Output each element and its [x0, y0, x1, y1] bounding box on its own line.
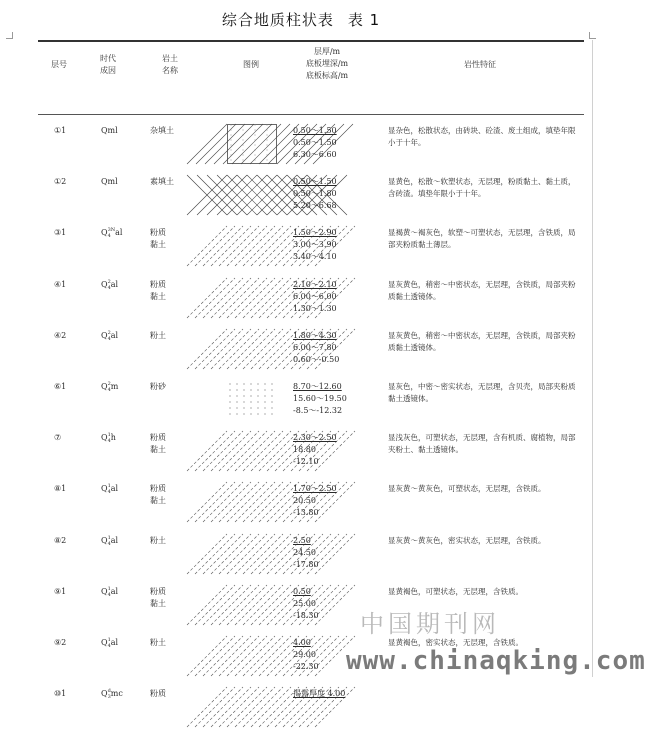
age-genesis: Q 2 4 al: [101, 329, 119, 342]
age-genesis: Q 1 4 h: [101, 432, 116, 445]
bottom-depth: 24.50: [293, 547, 316, 557]
rock-name: 粉质: [150, 689, 166, 699]
rock-name: 粉砂: [150, 382, 166, 391]
layer-thickness: 0.50～1.50: [293, 177, 337, 187]
layer-number: ①2: [54, 177, 67, 187]
table-row: [38, 376, 584, 427]
legend-pattern: [227, 687, 277, 727]
age-genesis: Qml: [101, 177, 118, 187]
layer-number: ⑦: [54, 433, 62, 443]
layer-number: ⑩1: [54, 689, 67, 699]
watermark-en: www.chinaqking.com: [346, 646, 646, 676]
bottom-elevation: 5.20～6.68: [293, 201, 337, 211]
layer-thickness: 揭露厚度 4.00: [293, 689, 346, 699]
age-genesis: Q 2 4 m: [101, 381, 119, 393]
crop-mark-right: [589, 32, 596, 39]
layer-thickness: 2.30～2.50: [293, 433, 337, 443]
layer-thickness: 1.50～2.90: [293, 228, 337, 238]
bottom-depth: 29.00: [293, 650, 316, 659]
bottom-depth: 0.50～1.50: [293, 138, 337, 147]
bottom-depth: 6.00～6.00: [293, 291, 337, 301]
table-row: [38, 478, 584, 529]
bottom-elevation: 3.40～4.10: [293, 252, 337, 262]
table-row: [38, 222, 584, 273]
legend-pattern: [227, 431, 277, 471]
header-layer: 层号: [51, 60, 67, 69]
header-legend: 图例: [243, 60, 259, 69]
lithology-description: 显黄色，松散～软塑状态，无层理，粉质黏土、黏土质，含砖渣。填垫年限小于十年。: [388, 177, 576, 199]
header-depth-line3: 底板标高/m: [305, 71, 349, 80]
rock-name: 粉土: [150, 535, 166, 545]
depth-values: [293, 279, 337, 315]
age-genesis: Q 1 4 al: [101, 483, 119, 496]
bottom-elevation: -12.10: [293, 457, 319, 467]
strata-table: [38, 40, 584, 701]
bottom-elevation: -13.80: [293, 508, 319, 518]
bottom-elevation: 6.30～6.60: [293, 150, 337, 159]
table-header-rule: [38, 114, 584, 115]
legend-pattern: [227, 175, 277, 215]
legend-pattern: [227, 482, 277, 522]
bottom-elevation: -18.30: [293, 610, 319, 620]
table-row: [38, 120, 584, 171]
depth-values: [293, 125, 337, 161]
legend-pattern: [227, 636, 277, 676]
layer-number: ④2: [54, 330, 67, 340]
lithology-description: 显黄褐色，密实状态，无层理，含铁质。: [388, 638, 523, 647]
depth-values: [293, 227, 337, 263]
rock-name: 粉质 黏土: [150, 228, 166, 250]
depth-values: [293, 637, 319, 673]
layer-thickness: 8.70～12.60: [293, 382, 342, 391]
age-genesis: Q 3N 4 al: [101, 227, 123, 240]
bottom-elevation: -22.30: [293, 662, 319, 671]
legend-pattern: [227, 585, 277, 625]
rock-name: 粉土: [150, 330, 166, 340]
rock-name: 素填土: [150, 177, 174, 187]
watermark-cn: 中国期刊网: [360, 610, 500, 638]
age-genesis: Q 2 4 al: [101, 278, 119, 291]
page-edge-rule: [592, 40, 593, 677]
table-header: [38, 42, 584, 114]
layer-number: ⑧1: [54, 484, 67, 494]
rock-name: 粉质 黏土: [150, 586, 166, 608]
legend-pattern: [227, 278, 277, 318]
age-genesis: Q 1 4 al: [101, 585, 119, 598]
legend-pattern: [227, 124, 277, 164]
table-row: [38, 581, 584, 632]
page-title: 综合地质柱状表 表 1: [221, 11, 381, 29]
rock-name: 杂填土: [150, 126, 174, 135]
header-rock: [150, 53, 190, 77]
depth-values: [293, 586, 319, 622]
header-depth: [289, 46, 365, 82]
rock-name: 粉质 黏土: [150, 433, 166, 455]
header-desc: 岩性特征: [464, 60, 496, 69]
bottom-depth: 25.00: [293, 598, 316, 608]
table-row: [38, 427, 584, 478]
layer-number: ④1: [54, 279, 67, 289]
lithology-description: 显灰黄色，稍密～中密状态，无层理，含铁质，局部夹粉质黏土透镜体。: [388, 279, 576, 301]
layer-number: ⑨1: [54, 586, 67, 596]
lithology-description: 显灰黄～黄灰色，可塑状态，无层理，含铁质。: [388, 484, 546, 494]
bottom-elevation: -8.5～-12.32: [293, 406, 343, 415]
layer-number: ①1: [54, 126, 67, 135]
table-row: [38, 325, 584, 376]
layer-thickness: 0.50: [293, 586, 311, 596]
lithology-description: 显黄褐色，可塑状态，无层理，含铁质。: [388, 586, 523, 596]
bottom-depth: 20.50: [293, 496, 316, 506]
header-age-line1: 时代: [100, 54, 116, 63]
depth-values: [293, 330, 339, 366]
lithology-description: 显褐黄～褐灰色，软塑～可塑状态，无层理，含铁质，局部夹粉质黏土薄层。: [388, 228, 576, 250]
layer-number: ⑧2: [54, 535, 67, 545]
depth-values: [293, 688, 345, 700]
bottom-elevation: 0.60～-0.50: [293, 354, 340, 364]
legend-pattern: [227, 380, 277, 420]
rock-name: 粉质 黏土: [150, 484, 166, 506]
bottom-elevation: -17.80: [293, 559, 319, 569]
depth-values: [293, 432, 337, 468]
depth-values: [293, 483, 337, 519]
age-genesis: Q 1 4 al: [101, 534, 119, 547]
bottom-depth: 0.50～1.80: [293, 189, 337, 199]
layer-number: ③1: [54, 228, 67, 238]
bottom-depth: 3.00～3.90: [293, 240, 337, 250]
layer-number: ⑨2: [54, 638, 67, 647]
bottom-depth: 15.60～19.50: [293, 394, 347, 403]
layer-thickness: 4.00: [293, 638, 311, 647]
lithology-description: 显灰色，中密～密实状态，无层理，含贝壳，局部夹粉质黏土透镜体。: [388, 382, 576, 403]
table-row: [38, 683, 584, 734]
crop-mark-left: [6, 32, 13, 39]
bottom-depth: 6.00～7.80: [293, 342, 337, 352]
depth-values: [293, 176, 337, 212]
header-age-line2: 成因: [100, 66, 116, 75]
layer-thickness: 2.10～2.10: [293, 279, 337, 289]
lithology-description: 显杂色，松散状态，由砖块、砼渣、废土组成，填垫年限小于十年。: [388, 126, 576, 147]
bottom-depth: 18.80: [293, 445, 316, 455]
legend-pattern: [227, 226, 277, 266]
lithology-description: 显灰黄～黄灰色，密实状态，无层理，含铁质。: [388, 535, 546, 545]
header-depth-line1: 层厚/m: [313, 47, 341, 56]
layer-thickness: 1.70～2.50: [293, 484, 337, 494]
layer-thickness: 0.50～1.50: [293, 126, 337, 135]
legend-pattern: [227, 534, 277, 574]
rock-name: 粉质 黏土: [150, 279, 166, 301]
table-row: [38, 530, 584, 581]
rock-name: 粉土: [150, 638, 166, 647]
age-genesis: Qml: [101, 126, 118, 135]
bottom-elevation: 1.30～1.30: [293, 303, 337, 313]
header-rock-line1: 岩土: [162, 54, 178, 63]
header-age: [88, 53, 128, 77]
header-rock-line2: 名称: [162, 66, 178, 75]
table-row: [38, 171, 584, 222]
depth-values: [293, 381, 347, 417]
legend-pattern: [227, 329, 277, 369]
layer-number: ⑥1: [54, 382, 67, 391]
age-genesis: Q d 3 mc: [101, 688, 123, 701]
lithology-description: 显浅灰色，可塑状态，无层理，含有机质、腐植物，局部夹粉土、黏土透镜体。: [388, 433, 576, 455]
table-row: [38, 274, 584, 325]
lithology-description: 显灰黄色，稍密～中密状态，无层理，含铁质，局部夹粉质黏土透镜体。: [388, 330, 576, 352]
header-depth-line2: 底板埋深/m: [305, 59, 349, 68]
depth-values: [293, 535, 319, 571]
layer-thickness: 1.80～4.30: [293, 330, 337, 340]
layer-thickness: 2.50: [293, 535, 311, 545]
age-genesis: Q 1 4 al: [101, 637, 119, 649]
